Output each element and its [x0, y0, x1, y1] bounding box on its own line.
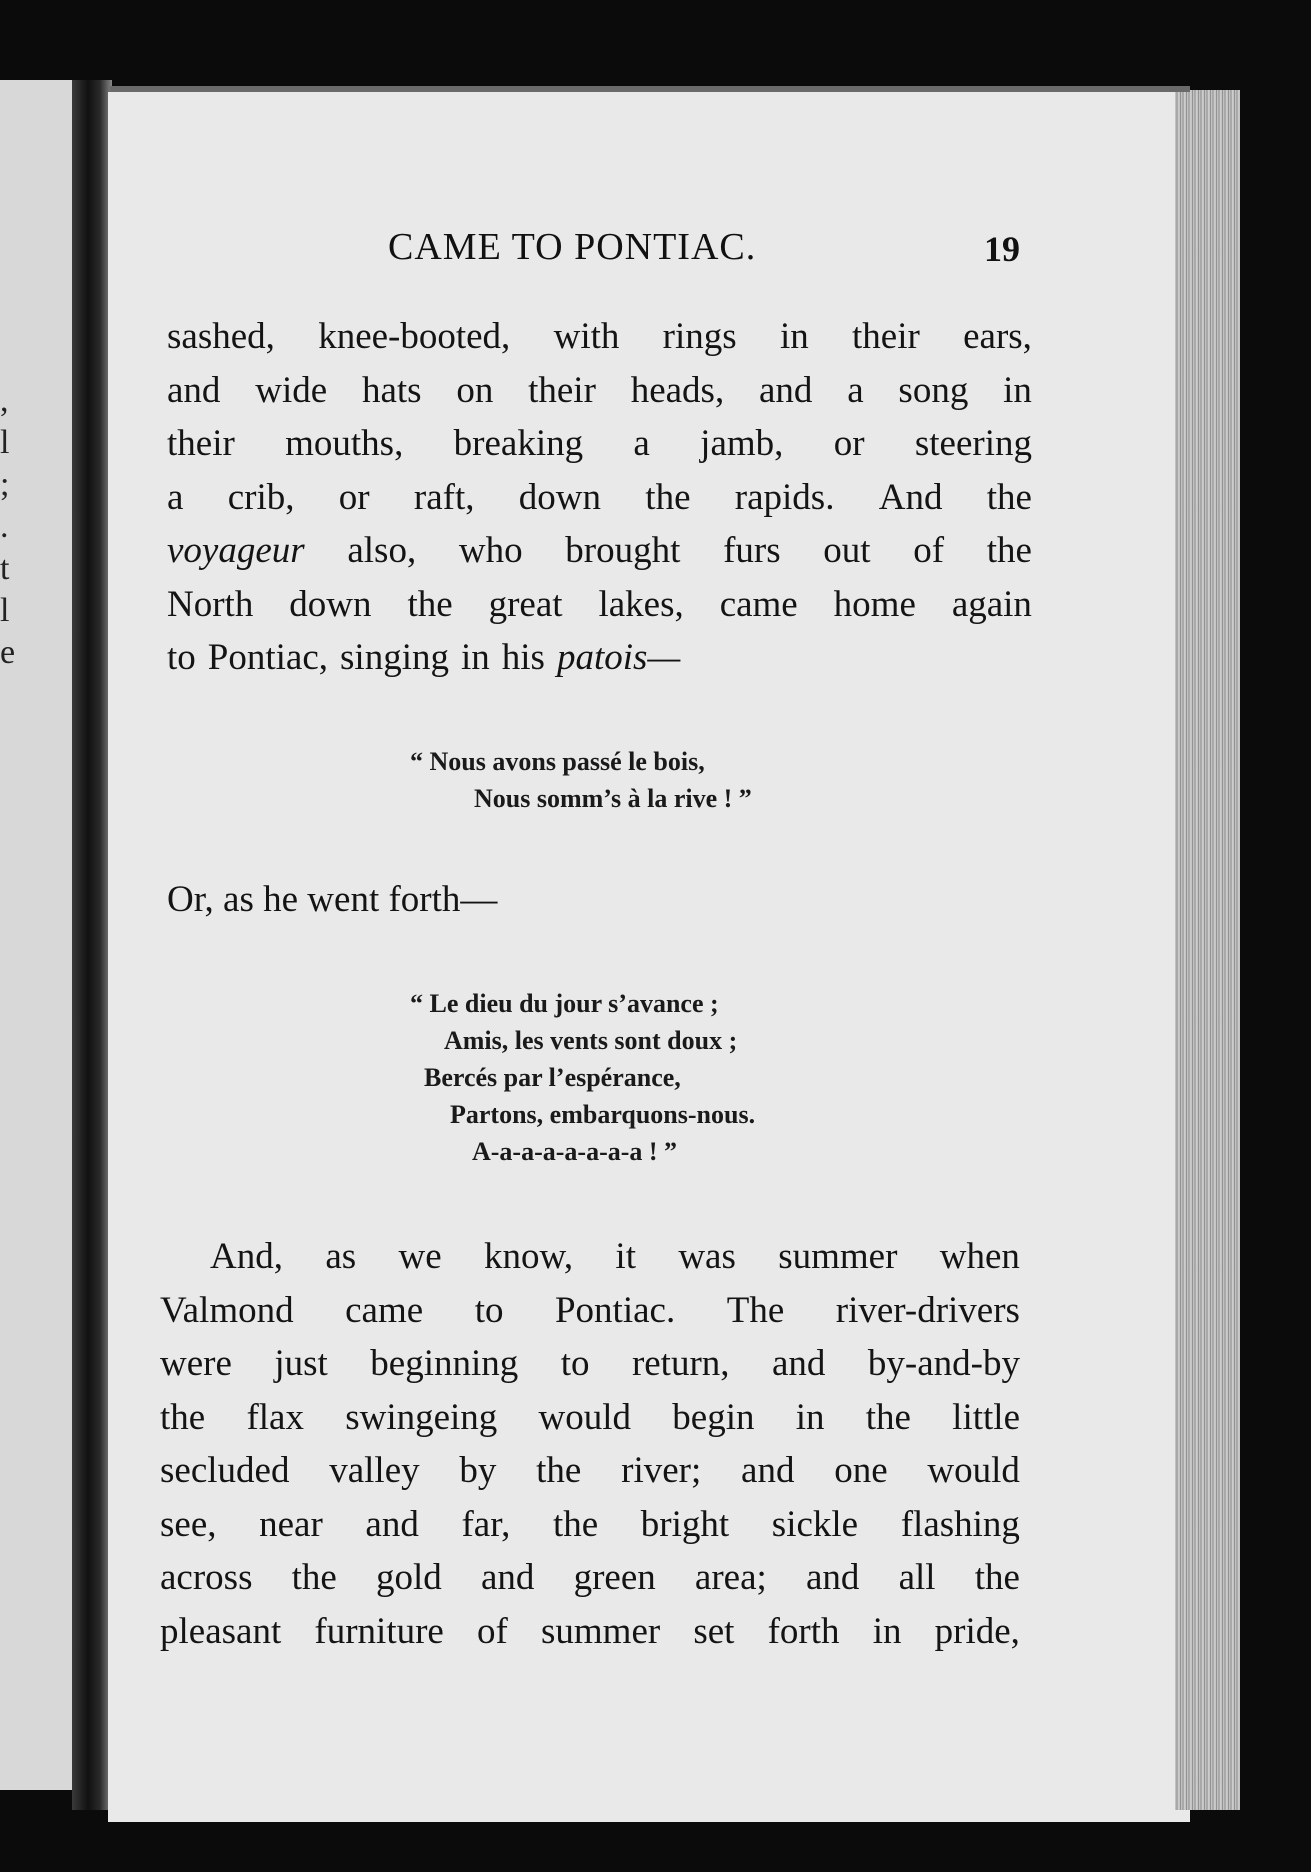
page-top-edge [110, 86, 1190, 92]
word: steering [914, 423, 1032, 464]
word: The [726, 1289, 785, 1331]
text-line [167, 524, 1032, 578]
word: song [898, 369, 969, 411]
text-line [160, 1605, 1020, 1659]
word: green [573, 1557, 656, 1598]
word: to [474, 1289, 504, 1331]
word: set [693, 1610, 735, 1652]
text-line [160, 1391, 1020, 1445]
word: furs [723, 530, 781, 571]
word: sickle [771, 1503, 859, 1545]
word: Valmond [160, 1289, 294, 1331]
word: by [459, 1450, 497, 1491]
word: and [772, 1343, 826, 1384]
verse-1 [410, 743, 752, 817]
word: came [345, 1289, 424, 1331]
book-gutter [72, 80, 112, 1810]
word: in [460, 637, 490, 678]
paragraph-2 [160, 1230, 1020, 1658]
word: gold [376, 1557, 442, 1598]
word: river; [621, 1450, 702, 1491]
word: with [553, 316, 620, 357]
word: to [560, 1343, 590, 1384]
word: mouths, [285, 423, 404, 464]
word: And, [210, 1236, 283, 1277]
word: down [518, 476, 602, 518]
running-head: CAME TO PONTIAC. [388, 226, 757, 268]
word: ears, [963, 316, 1032, 357]
word: jamb, [700, 423, 784, 464]
word: we [398, 1236, 442, 1277]
word: the [552, 1503, 599, 1545]
word: on [456, 369, 494, 411]
word: of [913, 530, 945, 571]
word: the [291, 1557, 337, 1598]
word: far, [461, 1503, 511, 1545]
word: in [1003, 369, 1032, 411]
word: of [477, 1610, 508, 1652]
word: across [160, 1557, 253, 1598]
word: valley [329, 1450, 420, 1491]
text-line [160, 1498, 1020, 1552]
word: the [865, 1396, 911, 1438]
page-number: 19 [984, 229, 1020, 269]
facing-page-fragment: e [0, 634, 16, 671]
word: or [833, 423, 865, 464]
verse-2 [410, 985, 755, 1170]
word: in [779, 316, 809, 357]
word: a [633, 423, 650, 464]
text-line [167, 417, 1032, 471]
text-line [167, 631, 1032, 685]
word: and [805, 1557, 860, 1598]
word: flax [246, 1396, 304, 1438]
word: in [872, 1610, 902, 1652]
word: brought [565, 530, 681, 571]
word: raft, [413, 476, 475, 518]
word: by-and-by [867, 1343, 1020, 1384]
word: river-drivers [835, 1289, 1020, 1331]
word: the [986, 530, 1032, 571]
word: would [927, 1450, 1020, 1491]
word: rings [662, 316, 737, 357]
word: also, [347, 530, 417, 571]
text-line [160, 1230, 1020, 1284]
word: lakes, [598, 583, 684, 625]
word: and [365, 1503, 419, 1545]
word: his [501, 637, 545, 678]
word: And [878, 476, 943, 518]
text-line [160, 1337, 1020, 1391]
verse-line: “ Nous avons passé le bois, [410, 747, 705, 776]
page-stack-edge [1175, 90, 1240, 1810]
word: their [528, 369, 596, 411]
word: patois— [556, 637, 681, 678]
word: and [167, 369, 221, 411]
verse-line: Amis, les vents sont doux ; [444, 1026, 738, 1055]
word: and [741, 1450, 795, 1491]
word: rapids. [734, 476, 835, 518]
word: great [488, 583, 563, 625]
text-line [160, 1551, 1020, 1605]
word: were [160, 1343, 232, 1384]
verse-line: Bercés par l’espérance, [424, 1063, 681, 1092]
word: would [538, 1396, 632, 1438]
word: it [615, 1236, 636, 1277]
verse-line: “ Le dieu du jour s’avance ; [410, 989, 719, 1018]
word: all [898, 1557, 936, 1598]
word: singing [340, 637, 449, 678]
verse-line: Partons, embarquons-nous. [450, 1100, 756, 1129]
word: who [458, 530, 523, 571]
word: the [974, 1557, 1020, 1598]
text-line [160, 1284, 1020, 1338]
word: the [407, 583, 453, 625]
word: in [795, 1396, 825, 1438]
word: North [167, 583, 254, 625]
word: sashed, [167, 316, 275, 357]
word: the [536, 1450, 582, 1491]
word: was [678, 1236, 736, 1277]
word: and [480, 1557, 535, 1598]
word: a [847, 369, 864, 411]
word: little [952, 1396, 1020, 1438]
word: furniture [314, 1610, 444, 1652]
word: wide [255, 369, 328, 411]
word: summer [778, 1236, 898, 1277]
word: return, [631, 1343, 730, 1384]
interlude-line: Or, as he went forth— [167, 879, 498, 920]
word: flashing [900, 1503, 1020, 1545]
facing-page-fragment: . [0, 508, 9, 545]
word: the [986, 476, 1032, 518]
word: one [834, 1450, 888, 1491]
word: again [951, 583, 1032, 625]
text-line [167, 310, 1032, 364]
word: bright [640, 1503, 730, 1545]
text-line [167, 471, 1032, 525]
verse-line: Nous somm’s à la rive ! ” [474, 784, 752, 813]
word: pleasant [160, 1610, 282, 1652]
word: their [167, 423, 235, 464]
word: knee-booted, [318, 316, 511, 357]
word: know, [484, 1236, 574, 1277]
word: hats [361, 369, 422, 411]
word: beginning [370, 1343, 519, 1384]
facing-page-fragment: ; [0, 466, 10, 503]
word: see, [160, 1503, 217, 1545]
facing-page-fragment: t [0, 550, 10, 587]
word: area; [694, 1557, 767, 1598]
text-line [167, 578, 1032, 632]
word: to [167, 637, 196, 678]
word: begin [672, 1396, 755, 1438]
word: out [823, 530, 871, 571]
word: came [719, 583, 798, 625]
word: the [645, 476, 691, 518]
word: or [338, 476, 370, 518]
verse-line: A-a-a-a-a-a-a-a ! ” [472, 1137, 678, 1166]
facing-page-fragment: l [0, 592, 10, 629]
word: summer [540, 1610, 661, 1652]
word: swingeing [345, 1396, 498, 1438]
word: just [274, 1343, 328, 1384]
word: when [939, 1236, 1020, 1277]
word: crib, [227, 476, 295, 518]
word: as [325, 1236, 357, 1277]
word: a [167, 476, 184, 518]
word: pride, [934, 1610, 1020, 1652]
word: secluded [160, 1450, 290, 1491]
word: down [289, 583, 372, 625]
facing-page-text-fragments [0, 380, 20, 674]
word: forth [767, 1610, 840, 1652]
word: home [833, 583, 916, 625]
word: the [160, 1396, 206, 1438]
word: breaking [453, 423, 584, 464]
word: Pontiac, [207, 637, 329, 678]
word: and [758, 369, 813, 411]
word: voyageur [167, 530, 305, 571]
text-line [167, 364, 1032, 418]
facing-page-fragment: l [0, 424, 10, 461]
facing-page-fragment: , [0, 382, 9, 419]
word: near [259, 1503, 323, 1545]
word: Pontiac. [554, 1289, 676, 1331]
text-line [160, 1444, 1020, 1498]
word: heads, [630, 369, 725, 411]
word: their [852, 316, 920, 357]
paragraph-1 [167, 310, 1032, 685]
